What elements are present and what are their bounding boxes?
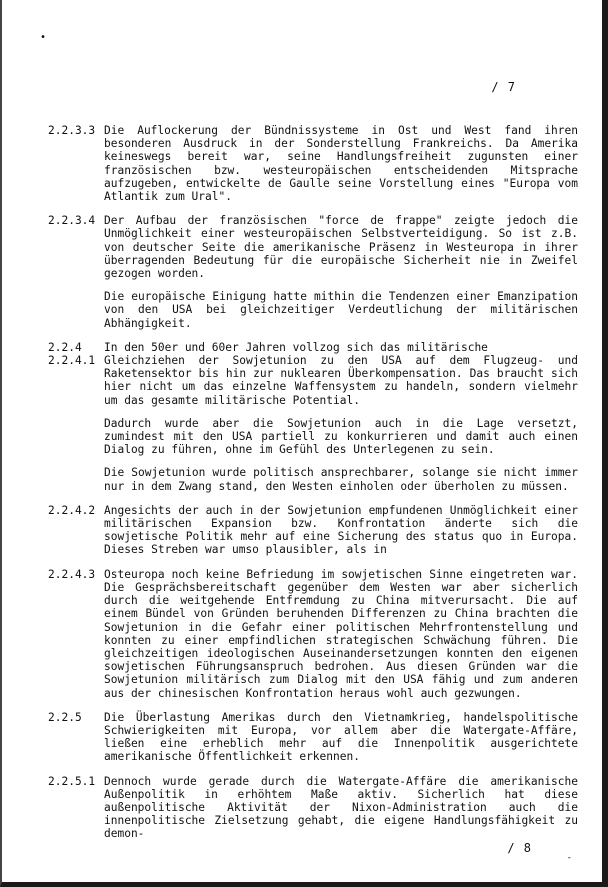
paragraph: Gleichziehen der Sowjetunion zu den USA auf dem Flugzeug- und Raketensektor bis hin zur nuklearen Überkompensation. Das braucht sich hier nicht um das einzelne Waffensystem zu handeln, sondern vielmehr um das gesamte militärische Potential.: [104, 354, 578, 407]
document-body: [48, 124, 578, 852]
section-body: [104, 568, 578, 700]
section-number: 2.2.4.2: [48, 503, 96, 517]
paragraph: Dennoch wurde gerade durch die Watergate-Affäre die amerikanische Außenpolitik in erhöhtem Maße aktiv. Sicherlich hat diese außenpolitische Aktivität der Nixon-Administration auch die innenpolitische Zielsetzung gehabt, die eigene Handlungsfähigkeit zu demon-: [104, 774, 578, 841]
section-number: 2.2.3.3: [48, 124, 96, 137]
page-number-top: / 7: [491, 80, 516, 94]
section: [48, 568, 578, 700]
paragraph: Osteuropa noch keine Befriedung im sowjetischen Sinne eingetreten war. Die Gesprächsbereitschaft gegenüber dem Westen war aber sicherlich durch die weitgehende Entfremdung zu China mitverursacht. Die auf einem Bündel von Gründen beruhenden Differenzen zu China brachten die Sowjetunion in die Gefahr einer politischen Mehrfrontenstellung und konnten zu einer empfindlichen strategischen Schwächung führen. Die gleichzeitigen ideologischen Auseinandersetzungen konnten den eigenen sowjetischen Führungsanspruch bedrohen. Aus diesen Gründen war die Sowjetunion militärisch zum Dialog mit den USA fähig und zum anderen aus der chinesischen Konfrontation heraus wohl auch gezwungen.: [104, 567, 578, 700]
section-number: 2.2.4.3: [48, 567, 96, 581]
paragraph: Angesichts der auch in der Sowjetunion empfundenen Unmöglichkeit einer militärischen Expansion bzw. Konfrontation änderte sich die sowjetische Politik mehr auf eine Sicherung des status quo in Europa. Dieses Streben war umso plausibler, als in: [104, 503, 578, 557]
paragraph: Die europäische Einigung hatte mithin die Tendenzen einer Emanzipation von den USA bei gleichzeitiger Verdeutlichung der militärischen Abhängigkeit.: [104, 290, 578, 330]
paragraph: Die Auflockerung der Bündnissysteme in Ost und West fand ihren besonderen Ausdruck in der Sonderstellung Frankreichs. Da Amerika keineswegs bereit war, seine Handlungsfreiheit zugunsten einer französischen bzw. westeuropäischen entscheidenden Mitsprache aufzugeben, entwickelte de Gaulle seine Vorstellung eines "Europa vom Atlantik zum Ural".: [104, 124, 578, 204]
section: [48, 711, 578, 764]
paragraph: Die Überlastung Amerikas durch den Vietnamkrieg, handelspolitische Schwierigkeiten mit Europa, vor allem aber die Watergate-Affäre, ließen eine erheblich mehr auf die Innenpolitik ausgerichtete amerikanische Öffentlichkeit erkennen.: [104, 710, 578, 764]
section-number: 2.2.4.1: [48, 354, 96, 368]
paragraph: Die Sowjetunion wurde politisch ansprechbarer, solange sie nicht immer nur in dem Zwang stand, den Westen einholen oder überholen zu müssen.: [104, 466, 578, 493]
section: [48, 504, 578, 557]
paragraph: Dadurch wurde aber die Sowjetunion auch in die Lage versetzt, zumindest mit den USA partiell zu konkurrieren und damit auch einen Dialog zu führen, ohne im Gefühl des Unterlegenen zu sein.: [104, 416, 578, 457]
paragraph: Der Aufbau der französischen "force de frappe" zeigte jedoch die Unmöglichkeit einer westeuropäischen Selbstverteidigung. So ist z.B. von deutscher Seite die amerikanische Präsenz in Westeuropa in ihrer überragenden Bedeutung für die europäische Sicherheit nie in Zweifel gezogen worden.: [104, 214, 578, 281]
page-marker: •: [40, 32, 47, 43]
section-number: 2.2.4: [48, 340, 82, 354]
section: [48, 341, 578, 354]
paragraph: In den 50er und 60er Jahren vollzog sich das militärische: [104, 340, 488, 354]
corner-mark: -: [566, 853, 572, 863]
section-body: [104, 504, 578, 557]
section-number: 2.2.3.4: [48, 214, 96, 228]
section-body: [104, 214, 578, 330]
section-body: [104, 354, 578, 493]
section: [48, 354, 578, 493]
section-number: 2.2.5: [48, 710, 82, 724]
section: [48, 214, 578, 330]
section: [48, 775, 578, 841]
section-body: [104, 124, 578, 203]
page-number-bottom: / 8: [507, 841, 532, 855]
section-body: [104, 711, 578, 764]
section: [48, 124, 578, 203]
section-body: [104, 341, 578, 354]
section-body: [104, 775, 578, 841]
section-number: 2.2.5.1: [48, 774, 96, 788]
